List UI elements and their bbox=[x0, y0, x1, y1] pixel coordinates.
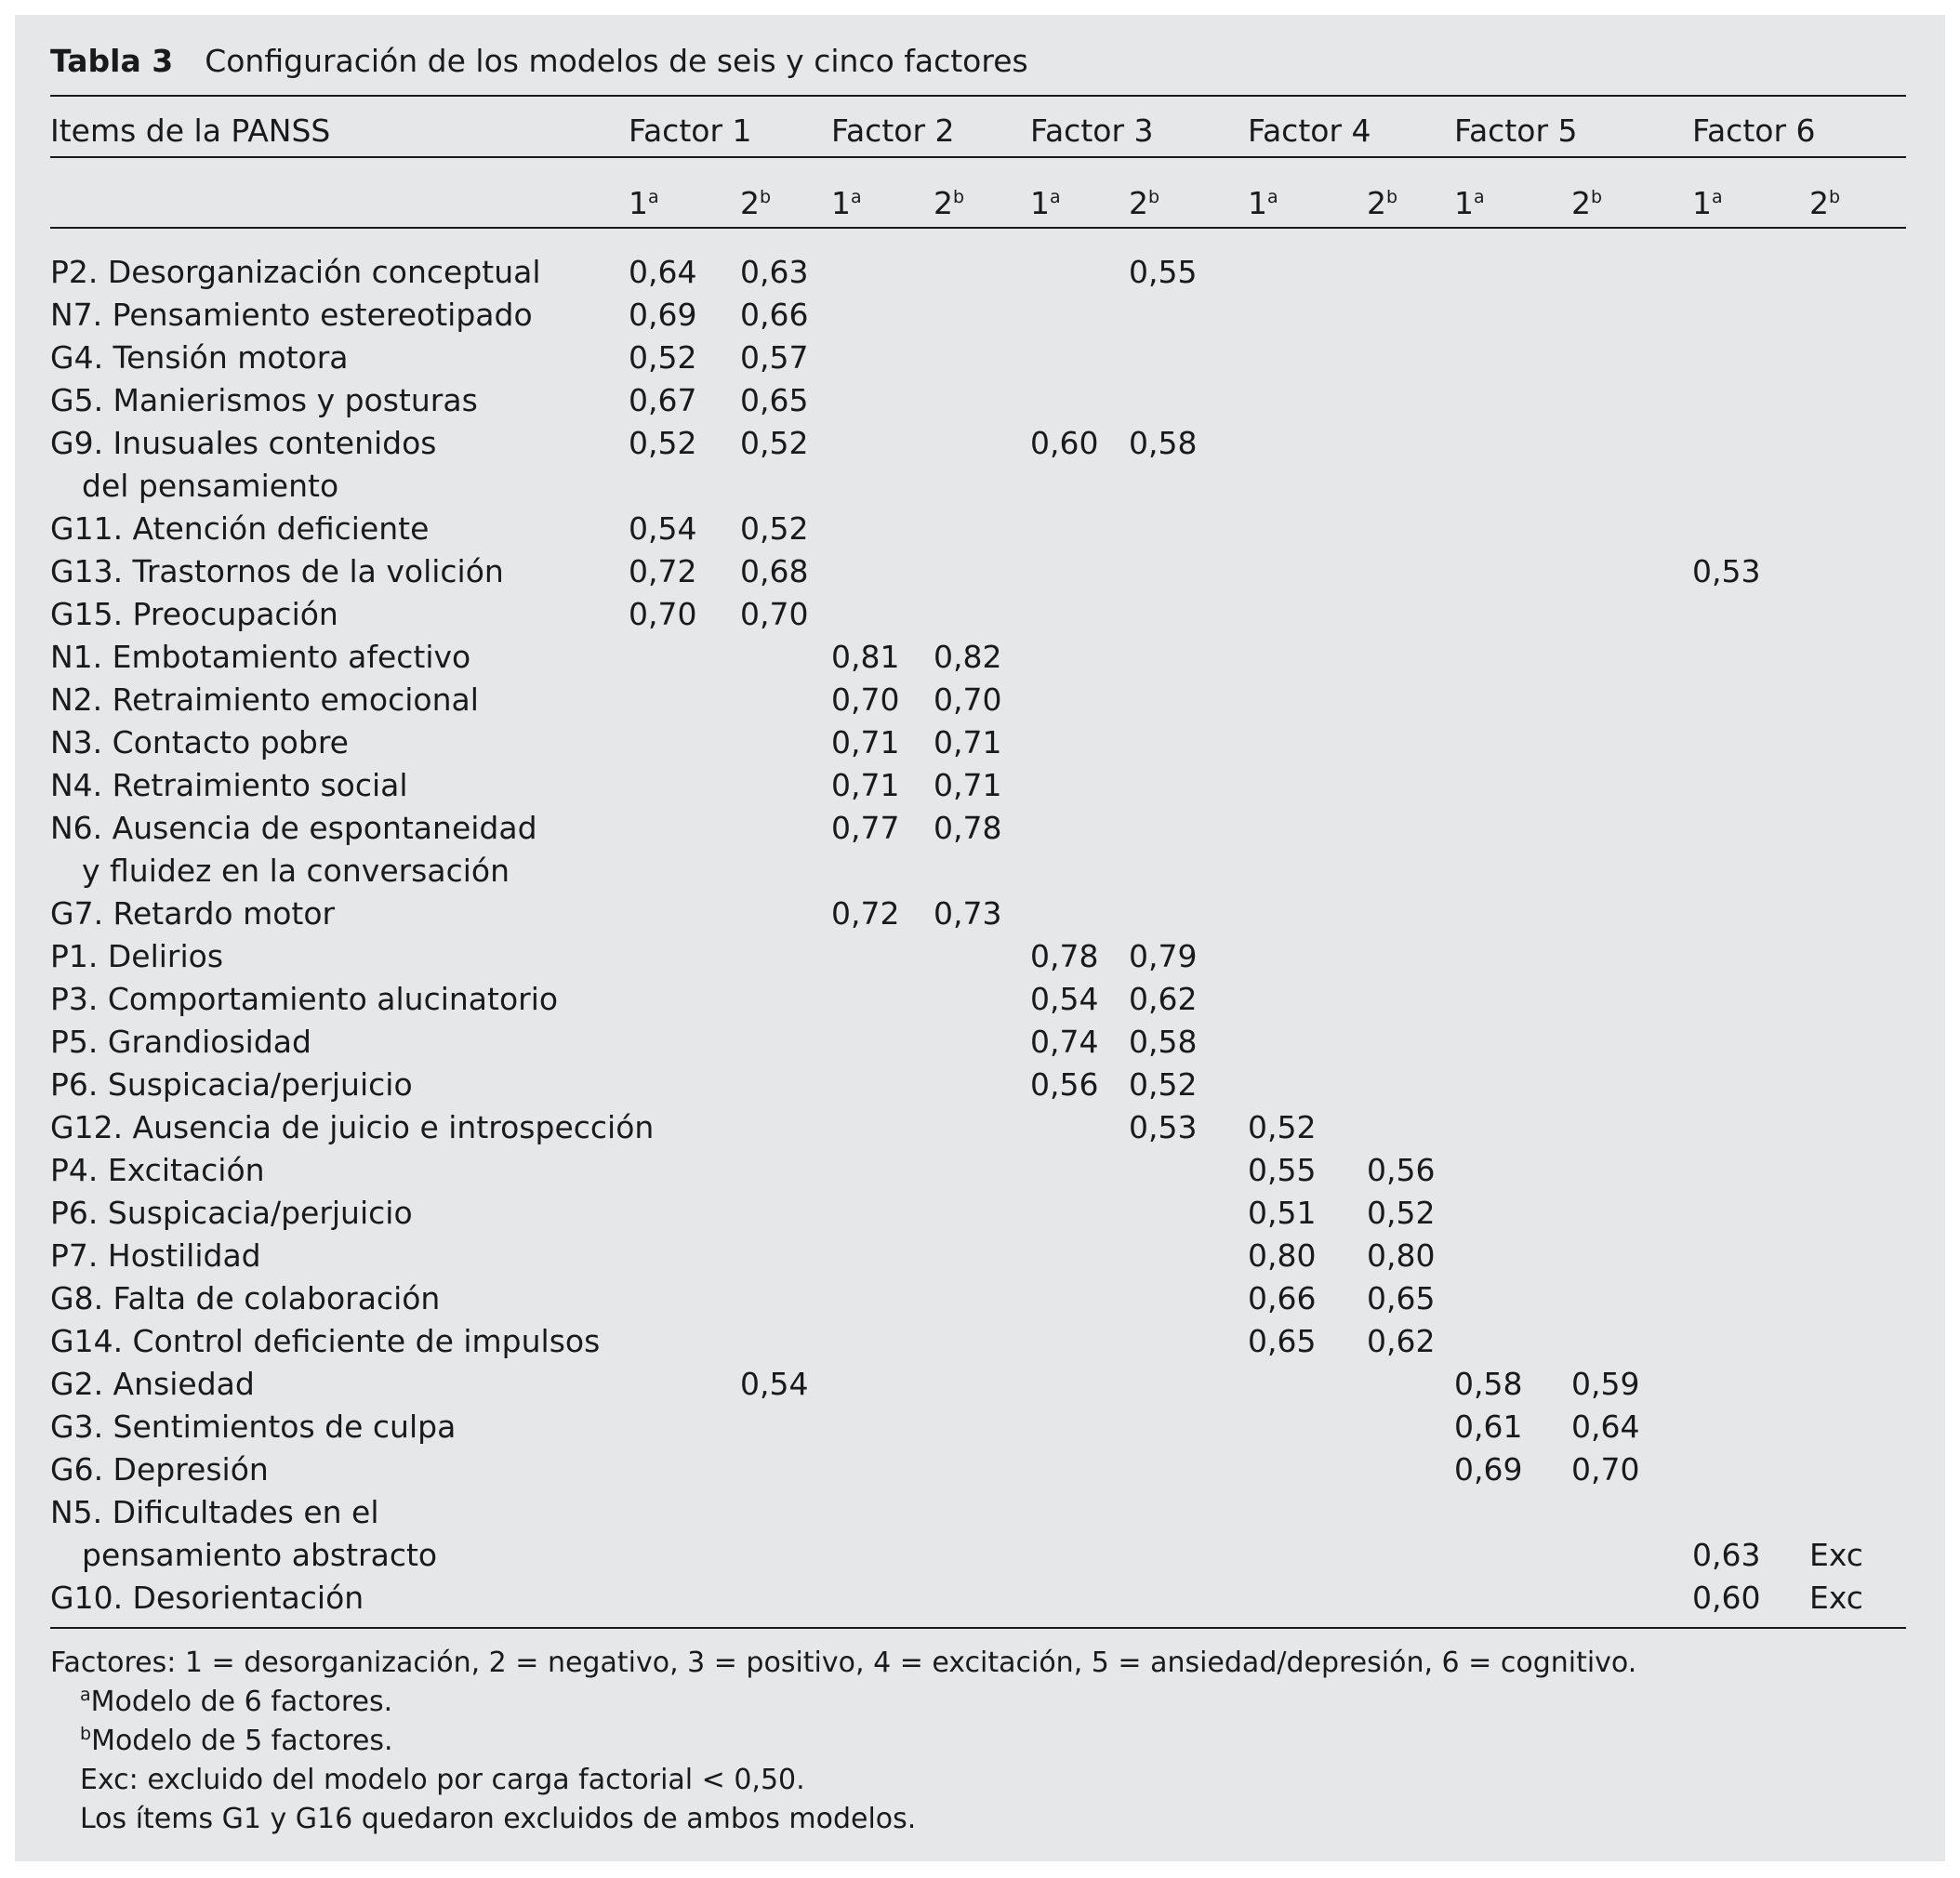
model-subheader bbox=[1248, 182, 1278, 225]
loading-cell: 0,70 bbox=[629, 596, 697, 632]
loading-cell: 0,70 bbox=[740, 596, 809, 632]
subheader-model-mark: a bbox=[1474, 187, 1485, 207]
loading-cell: 0,56 bbox=[1367, 1152, 1436, 1188]
subheader-number: 1 bbox=[1248, 185, 1267, 221]
subheader-model-mark: b bbox=[760, 187, 772, 207]
footnote-a-mark: a bbox=[80, 1685, 91, 1705]
loading-cell: 0,70 bbox=[831, 681, 900, 718]
loading-cell: 0,73 bbox=[934, 895, 1002, 932]
subheader-number: 2 bbox=[740, 185, 760, 221]
loading-cell: 0,80 bbox=[1367, 1237, 1436, 1274]
loading-cell: 0,65 bbox=[740, 382, 809, 418]
subheader-number: 1 bbox=[831, 185, 851, 221]
row-label: N2. Retraimiento emocional bbox=[50, 681, 479, 718]
body-top-rule bbox=[50, 227, 1906, 229]
model-subheader bbox=[1571, 182, 1602, 225]
loading-cell: 0,52 bbox=[1367, 1195, 1436, 1231]
loading-cell: 0,52 bbox=[740, 510, 809, 547]
loading-cell: 0,79 bbox=[1129, 938, 1198, 974]
loading-cell: 0,71 bbox=[831, 767, 900, 803]
row-label: G9. Inusuales contenidos bbox=[50, 425, 437, 461]
footnote-b-mark: b bbox=[80, 1724, 92, 1744]
loading-cell: 0,52 bbox=[1129, 1066, 1198, 1103]
subheader-number: 2 bbox=[1809, 185, 1829, 221]
footnote-a-text: Modelo de 6 factores. bbox=[90, 1686, 393, 1718]
footnote-a bbox=[80, 1683, 392, 1722]
footnote-factors: Factores: 1 = desorganización, 2 = negativo, 3 = positivo, 4 = excitación, 5 = ansiedad/depresión, 6 = cognitivo. bbox=[50, 1647, 1637, 1679]
row-label: P5. Grandiosidad bbox=[50, 1024, 311, 1060]
row-label: N6. Ausencia de espontaneidad bbox=[50, 810, 537, 846]
loading-cell: 0,55 bbox=[1129, 254, 1198, 290]
subheader-number: 1 bbox=[1030, 185, 1050, 221]
loading-cell: 0,65 bbox=[1367, 1280, 1436, 1316]
row-label: P6. Suspicacia/perjuicio bbox=[50, 1066, 413, 1103]
subheader-model-mark: b bbox=[953, 187, 965, 207]
subheader-model-mark: b bbox=[1829, 187, 1841, 207]
top-rule bbox=[50, 95, 1906, 97]
loading-cell: 0,65 bbox=[1248, 1323, 1317, 1359]
loading-cell: 0,53 bbox=[1692, 553, 1761, 589]
table-label: Tabla 3 bbox=[50, 43, 174, 79]
row-label: N4. Retraimiento social bbox=[50, 767, 408, 803]
item-column-header: Items de la PANSS bbox=[50, 112, 331, 149]
subheader-number: 2 bbox=[1129, 185, 1148, 221]
loading-cell: 0,63 bbox=[740, 254, 809, 290]
row-label: N5. Dificultades en el bbox=[50, 1494, 379, 1530]
row-label: G2. Ansiedad bbox=[50, 1366, 255, 1402]
footnote-exc: Exc: excluido del modelo por carga factorial < 0,50. bbox=[80, 1764, 805, 1796]
loading-cell: 0,62 bbox=[1129, 981, 1198, 1017]
row-label: N3. Contacto pobre bbox=[50, 724, 349, 760]
factor-header: Factor 6 bbox=[1692, 112, 1816, 149]
loading-cell: 0,82 bbox=[934, 639, 1002, 675]
subheader-model-mark: b bbox=[1148, 187, 1160, 207]
row-label: G4. Tensión motora bbox=[50, 339, 349, 376]
model-subheader bbox=[1367, 182, 1397, 225]
loading-cell: 0,52 bbox=[629, 339, 697, 376]
loading-cell: 0,78 bbox=[934, 810, 1002, 846]
loading-cell: 0,64 bbox=[629, 254, 697, 290]
loading-cell: 0,63 bbox=[1692, 1537, 1761, 1573]
footnote-b-text: Modelo de 5 factores. bbox=[91, 1725, 393, 1757]
loading-cell: 0,69 bbox=[629, 297, 697, 333]
loading-cell: 0,70 bbox=[934, 681, 1002, 718]
model-subheader bbox=[629, 182, 659, 225]
loading-cell: 0,60 bbox=[1030, 425, 1099, 461]
loading-cell: 0,74 bbox=[1030, 1024, 1099, 1060]
row-label: N7. Pensamiento estereotipado bbox=[50, 297, 533, 333]
model-subheader bbox=[1129, 182, 1159, 225]
loading-cell: 0,53 bbox=[1129, 1109, 1198, 1145]
row-label: G15. Preocupación bbox=[50, 596, 338, 632]
loading-cell: 0,52 bbox=[740, 425, 809, 461]
factor-header: Factor 3 bbox=[1030, 112, 1154, 149]
loading-cell: 0,59 bbox=[1571, 1366, 1640, 1402]
model-subheader bbox=[1692, 182, 1723, 225]
row-label-continuation: del pensamiento bbox=[82, 468, 339, 504]
loading-cell: 0,71 bbox=[934, 724, 1002, 760]
row-label-continuation: pensamiento abstracto bbox=[82, 1537, 438, 1573]
model-subheader bbox=[740, 182, 771, 225]
model-subheader bbox=[831, 182, 862, 225]
subheader-model-mark: b bbox=[1386, 187, 1398, 207]
factor-header: Factor 1 bbox=[629, 112, 752, 149]
loading-cell: 0,60 bbox=[1692, 1580, 1761, 1616]
factor-header: Factor 4 bbox=[1248, 112, 1371, 149]
row-label: G3. Sentimientos de culpa bbox=[50, 1408, 457, 1445]
row-label: G6. Depresión bbox=[50, 1451, 269, 1488]
row-label: P2. Desorganización conceptual bbox=[50, 254, 541, 290]
row-label: P4. Excitación bbox=[50, 1152, 265, 1188]
footnote-excluded: Los ítems G1 y G16 quedaron excluidos de ambos modelos. bbox=[80, 1803, 917, 1835]
row-label: G13. Trastornos de la volición bbox=[50, 553, 504, 589]
loading-cell: 0,64 bbox=[1571, 1408, 1640, 1445]
row-label: G12. Ausencia de juicio e introspección bbox=[50, 1109, 655, 1145]
loading-cell: 0,62 bbox=[1367, 1323, 1436, 1359]
model-subheader bbox=[1030, 182, 1061, 225]
subheader-model-mark: a bbox=[1712, 187, 1723, 207]
row-label: G8. Falta de colaboración bbox=[50, 1280, 441, 1316]
loading-cell: 0,69 bbox=[1454, 1451, 1523, 1488]
subheader-number: 2 bbox=[934, 185, 953, 221]
loading-cell: 0,71 bbox=[831, 724, 900, 760]
loading-cell: 0,58 bbox=[1454, 1366, 1523, 1402]
loading-cell: 0,72 bbox=[831, 895, 900, 932]
loading-cell: 0,56 bbox=[1030, 1066, 1099, 1103]
subheader-number: 1 bbox=[1454, 185, 1474, 221]
row-label: G10. Desorientación bbox=[50, 1580, 364, 1616]
row-label: N1. Embotamiento afectivo bbox=[50, 639, 471, 675]
row-label: G14. Control deficiente de impulsos bbox=[50, 1323, 601, 1359]
loading-cell: 0,58 bbox=[1129, 425, 1198, 461]
table-title bbox=[50, 43, 1028, 79]
row-label-continuation: y fluidez en la conversación bbox=[82, 853, 510, 889]
loading-cell: 0,61 bbox=[1454, 1408, 1523, 1445]
model-subheader bbox=[1809, 182, 1840, 225]
loading-cell: 0,66 bbox=[740, 297, 809, 333]
subheader-number: 1 bbox=[629, 185, 648, 221]
loading-cell: 0,78 bbox=[1030, 938, 1099, 974]
loading-cell: 0,70 bbox=[1571, 1451, 1640, 1488]
loading-cell: 0,81 bbox=[831, 639, 900, 675]
loading-cell: 0,54 bbox=[629, 510, 697, 547]
subheader-number: 2 bbox=[1571, 185, 1591, 221]
model-subheader bbox=[1454, 182, 1485, 225]
row-label: P1. Delirios bbox=[50, 938, 224, 974]
subheader-model-mark: a bbox=[851, 187, 862, 207]
footnote-b bbox=[80, 1722, 393, 1761]
loading-cell: 0,52 bbox=[1248, 1109, 1317, 1145]
loading-cell: 0,77 bbox=[831, 810, 900, 846]
factor-header: Factor 5 bbox=[1454, 112, 1578, 149]
model-subheader bbox=[934, 182, 964, 225]
loading-cell: 0,57 bbox=[740, 339, 809, 376]
factor-header: Factor 2 bbox=[831, 112, 955, 149]
subheader-model-mark: a bbox=[648, 187, 659, 207]
subheader-model-mark: a bbox=[1050, 187, 1061, 207]
loading-cell: 0,55 bbox=[1248, 1152, 1317, 1188]
loading-cell: 0,51 bbox=[1248, 1195, 1317, 1231]
row-label: P3. Comportamiento alucinatorio bbox=[50, 981, 559, 1017]
header-rule bbox=[50, 156, 1906, 158]
row-label: P6. Suspicacia/perjuicio bbox=[50, 1195, 413, 1231]
subheader-number: 1 bbox=[1692, 185, 1712, 221]
loading-cell: 0,68 bbox=[740, 553, 809, 589]
subheader-number: 2 bbox=[1367, 185, 1386, 221]
loading-cell: 0,54 bbox=[740, 1366, 809, 1402]
row-label: G7. Retardo motor bbox=[50, 895, 336, 932]
subheader-model-mark: a bbox=[1267, 187, 1278, 207]
row-label: G11. Atención deficiente bbox=[50, 510, 430, 547]
row-label: G5. Manierismos y posturas bbox=[50, 382, 478, 418]
loading-cell: 0,58 bbox=[1129, 1024, 1198, 1060]
loading-cell: 0,67 bbox=[629, 382, 697, 418]
loading-cell: Exc bbox=[1809, 1537, 1863, 1573]
loading-cell: 0,80 bbox=[1248, 1237, 1317, 1274]
loading-cell: 0,66 bbox=[1248, 1280, 1317, 1316]
loading-cell: Exc bbox=[1809, 1580, 1863, 1616]
loading-cell: 0,72 bbox=[629, 553, 697, 589]
subheader-model-mark: b bbox=[1591, 187, 1603, 207]
loading-cell: 0,71 bbox=[934, 767, 1002, 803]
table-caption: Configuración de los modelos de seis y cinco factores bbox=[205, 43, 1028, 79]
loading-cell: 0,54 bbox=[1030, 981, 1099, 1017]
loading-cell: 0,52 bbox=[629, 425, 697, 461]
bottom-rule bbox=[50, 1627, 1906, 1629]
row-label: P7. Hostilidad bbox=[50, 1237, 261, 1274]
